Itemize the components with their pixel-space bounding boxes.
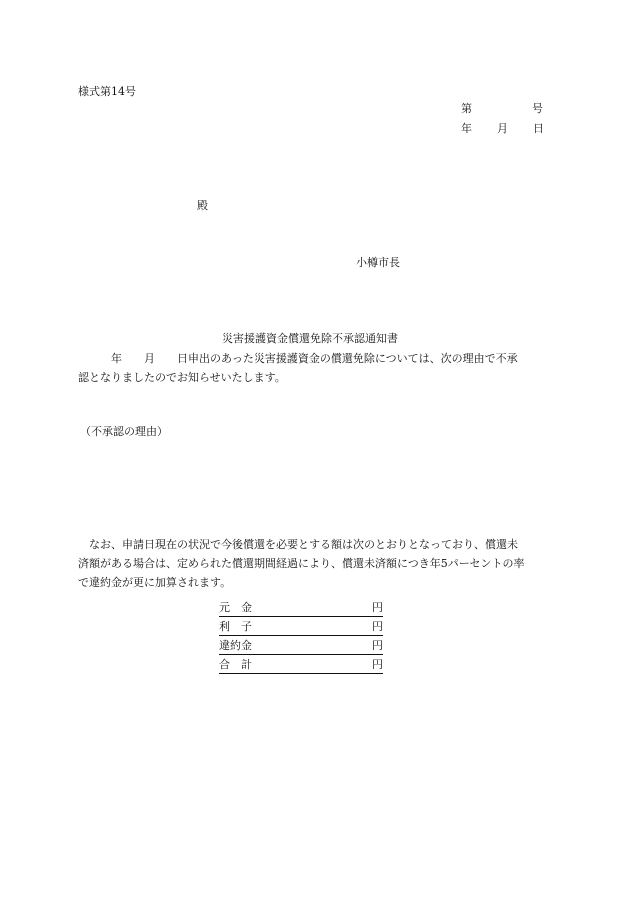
notice-body-line: 認となりましたのでお知らせいたします。 <box>78 371 286 384</box>
date-month-label: 月 <box>497 122 508 135</box>
addressee-honorific: 殿 <box>197 199 208 212</box>
amount-row-principal <box>219 600 383 617</box>
amount-label: 合 計 <box>219 658 252 671</box>
amount-label: 元 金 <box>219 601 252 614</box>
date-day-label: 日 <box>533 122 544 135</box>
document-number-prefix: 第 <box>461 102 472 115</box>
notice-body-line <box>78 349 552 368</box>
followup-line: で違約金が更に加算されます。 <box>78 576 232 589</box>
amount-unit: 円 <box>372 658 383 671</box>
notice-body <box>78 349 552 387</box>
amount-unit: 円 <box>372 601 383 614</box>
amount-row-total <box>219 657 383 674</box>
document-title: 災害援護資金償還免除不承認通知書 <box>222 332 398 345</box>
rejection-reason-heading: （不承認の理由） <box>80 425 168 438</box>
followup-line: 済額がある場合は、定められた償還期間経過により、償還未済額につき年5パーセントの率 <box>78 557 525 570</box>
notice-body-indent <box>78 352 111 365</box>
form-number: 様式第14号 <box>78 85 136 98</box>
amount-row-interest <box>219 619 383 636</box>
followup-line: なお、申請日現在の状況で今後償還を必要とする額は次のとおりとなっており、償還未 <box>78 538 518 551</box>
date-year-label: 年 <box>461 122 472 135</box>
amount-unit: 円 <box>372 620 383 633</box>
amount-label: 利 子 <box>219 620 252 633</box>
document-number-suffix: 号 <box>532 102 543 115</box>
amount-label: 違約金 <box>219 639 252 652</box>
amount-row-penalty <box>219 638 383 655</box>
followup-paragraph <box>78 535 552 592</box>
issuer-name: 小樽市長 <box>356 256 400 269</box>
notice-body-text: 年 月 日申出のあった災害援護資金の償還免除については、次の理由で不承 <box>111 352 518 365</box>
amount-unit: 円 <box>372 639 383 652</box>
